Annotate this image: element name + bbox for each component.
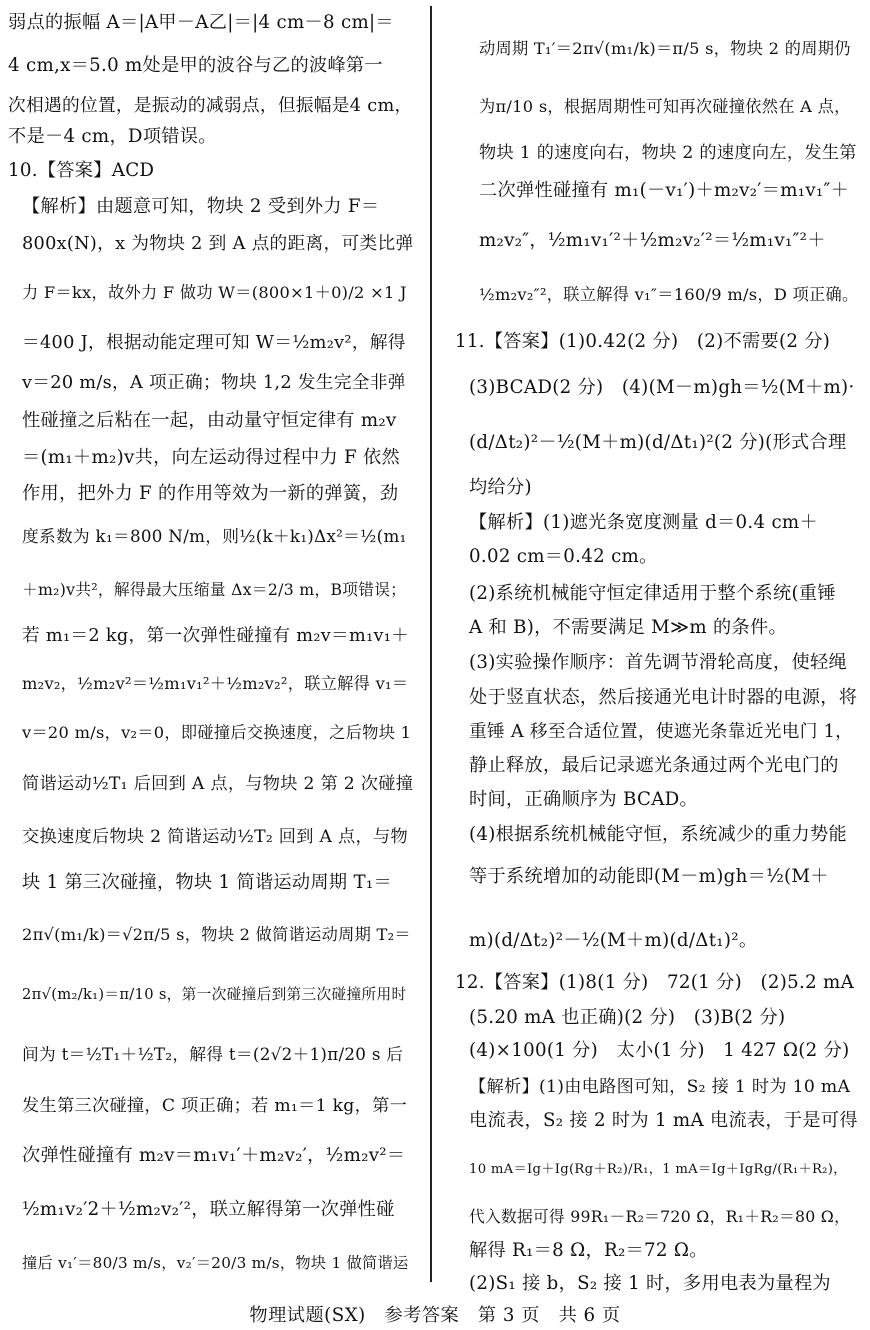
text-line: A 和 B)，不需要满足 M≫m 的条件。	[469, 617, 787, 638]
question-12-answer: 12.【答案】(1)8(1 分) 72(1 分) (2)5.2 mA	[455, 972, 855, 993]
text-line: 交换速度后物块 2 简谐运动½T₂ 回到 A 点，与物	[22, 827, 408, 847]
text-line: 电流表，S₂ 接 2 时为 1 mA 电流表，于是可得	[469, 1110, 858, 1131]
text-line: (2)S₁ 接 b，S₂ 接 1 时，多用电表为量程为	[469, 1273, 831, 1294]
text-line: ＝(m₁＋m₂)v共，向左运动得过程中力 F 依然	[22, 447, 401, 468]
text-line: (4)根据系统机械能守恒，系统减少的重力势能	[469, 824, 847, 845]
text-line: 10 mA＝Ig＋Ig(Rg＋R₂)/R₁，1 mA＝Ig＋IgRg/(R₁＋R₂)，	[469, 1162, 847, 1177]
text-line: (2)系统机械能守恒定律适用于整个系统(重锤	[469, 583, 836, 604]
text-line: 等于系统增加的动能即(M－m)gh＝½(M＋	[469, 866, 829, 887]
text-line: ＝400 J，根据动能定理可知 W＝½m₂v²，解得	[22, 333, 406, 353]
text-line: 次相遇的位置，是振动的减弱点，但振幅是4 cm，	[8, 96, 413, 116]
text-line: 力 F＝kx，故外力 F 做功 W＝(800×1＋0)/2 ×1 J	[22, 283, 407, 302]
text-line: 800x(N)，x 为物块 2 到 A 点的距离，可类比弹	[22, 234, 414, 254]
text-line: 二次弹性碰撞有 m₁(－v₁′)＋m₂v₂′＝m₁v₁″＋	[479, 180, 850, 201]
text-line: 代入数据可得 99R₁－R₂＝720 Ω，R₁＋R₂＝80 Ω，	[469, 1207, 851, 1226]
text-line: 均给分)	[469, 477, 532, 498]
text-line: 【解析】由题意可知，物块 2 受到外力 F＝	[22, 196, 380, 217]
text-line: 静止释放，最后记录遮光条通过两个光电门的	[469, 755, 839, 776]
text-line: (d/Δt₂)²－½(M＋m)(d/Δt₁)²(2 分)(形式合理	[469, 432, 847, 453]
text-line: 若 m₁＝2 kg，第一次弹性碰撞有 m₂v＝m₁v₁＋	[22, 626, 410, 646]
text-line: 作用，把外力 F 的作用等效为一新的弹簧，劲	[22, 483, 399, 504]
text-line: m)(d/Δt₂)²－½(M＋m)(d/Δt₁)²。	[469, 930, 758, 951]
text-line: 间为 t＝½T₁＋½T₂，解得 t＝(2√2＋1)π/20 s 后	[22, 1044, 404, 1064]
text-line: (3)BCAD(2 分) (4)(M－m)gh＝½(M＋m)·	[469, 377, 855, 398]
text-line: m₂v₂，½m₂v²＝½m₁v₁²＋½m₂v₂²，联立解得 v₁＝	[22, 674, 409, 693]
text-line: 为π/10 s，根据周期性可知再次碰撞依然在 A 点，	[479, 97, 851, 116]
text-line: 重锤 A 移至合适位置，使遮光条靠近光电门 1，	[469, 722, 854, 742]
text-line: 物块 1 的速度向右，物块 2 的速度向左，发生第	[479, 143, 857, 163]
text-line: 发生第三次碰撞，C 项正确；若 m₁＝1 kg，第一	[22, 1096, 408, 1116]
text-line: (5.20 mA 也正确)(2 分) (3)B(2 分)	[469, 1007, 786, 1028]
text-line: ½m₁v₂′2＋½m₂v₂′²，联立解得第一次弹性碰	[22, 1199, 395, 1220]
text-line: (4)×100(1 分) 太小(1 分) 1 427 Ω(2 分)	[469, 1040, 850, 1061]
text-line: 0.02 cm＝0.42 cm。	[469, 546, 658, 567]
text-line: 简谐运动½T₁ 后回到 A 点，与物块 2 第 2 次碰撞	[22, 774, 414, 794]
text-line: 【解析】(1)由电路图可知，S₂ 接 1 时为 10 mA	[469, 1077, 851, 1097]
question-11-answer: 11.【答案】(1)0.42(2 分) (2)不需要(2 分)	[455, 331, 831, 352]
column-divider	[430, 6, 432, 1282]
text-line: v＝20 m/s，v₂＝0，即碰撞后交换速度，之后物块 1	[22, 723, 412, 742]
text-line: 次弹性碰撞有 m₂v＝m₁v₁′＋m₂v₂′，½m₂v²＝	[22, 1145, 406, 1166]
text-line: ＋m₂)v共²，解得最大压缩量 Δx＝2/3 m，B项错误；	[22, 580, 407, 599]
text-line: 性碰撞之后粘在一起，由动量守恒定律有 m₂v	[22, 410, 397, 431]
text-line: m₂v₂″，½m₁v₁′²＋½m₂v₂′²＝½m₁v₁″²＋	[479, 230, 826, 251]
text-line: 度系数为 k₁＝800 N/m，则½(k＋k₁)Δx²＝½(m₁	[22, 526, 407, 546]
text-line: 解得 R₁＝8 Ω，R₂＝72 Ω。	[469, 1240, 708, 1261]
page-footer: 物理试题(SX) 参考答案 第 3 页 共 6 页	[249, 1305, 621, 1326]
text-line: 弱点的振幅 A＝|A甲－A乙|＝|4 cm－8 cm|＝	[8, 12, 394, 33]
text-line: 撞后 v₁′＝80/3 m/s，v₂′＝20/3 m/s，物块 1 做简谐运	[22, 1254, 409, 1272]
text-line: 2π√(m₂/k₁)＝π/10 s，第一次碰撞后到第三次碰撞所用时	[22, 986, 407, 1003]
text-line: (3)实验操作顺序：首先调节滑轮高度，使轻绳	[469, 652, 847, 673]
text-line: 处于竖直状态，然后接通光电计时器的电源，将	[469, 687, 858, 708]
question-10-answer: 10.【答案】ACD	[8, 160, 155, 181]
text-line: 4 cm,x＝5.0 m处是甲的波谷与乙的波峰第一	[8, 55, 383, 76]
text-line: 时间，正确顺序为 BCAD。	[469, 789, 699, 810]
text-line: 2π√(m₁/k)＝√2π/5 s，物块 2 做简谐运动周期 T₂＝	[22, 925, 411, 944]
text-line: v＝20 m/s，A 项正确；物块 1,2 发生完全非弹	[22, 373, 406, 393]
text-line: 不是－4 cm，D项错误。	[8, 126, 217, 147]
text-line: 动周期 T₁′＝2π√(m₁/k)＝π/5 s，物块 2 的周期仍	[479, 39, 851, 58]
text-line: 【解析】(1)遮光条宽度测量 d＝0.4 cm＋	[469, 512, 818, 533]
text-line: ½m₂v₂″²，联立解得 v₁″＝160/9 m/s，D 项正确。	[479, 285, 859, 304]
text-line: 块 1 第三次碰撞，物块 1 简谐运动周期 T₁＝	[22, 872, 392, 893]
